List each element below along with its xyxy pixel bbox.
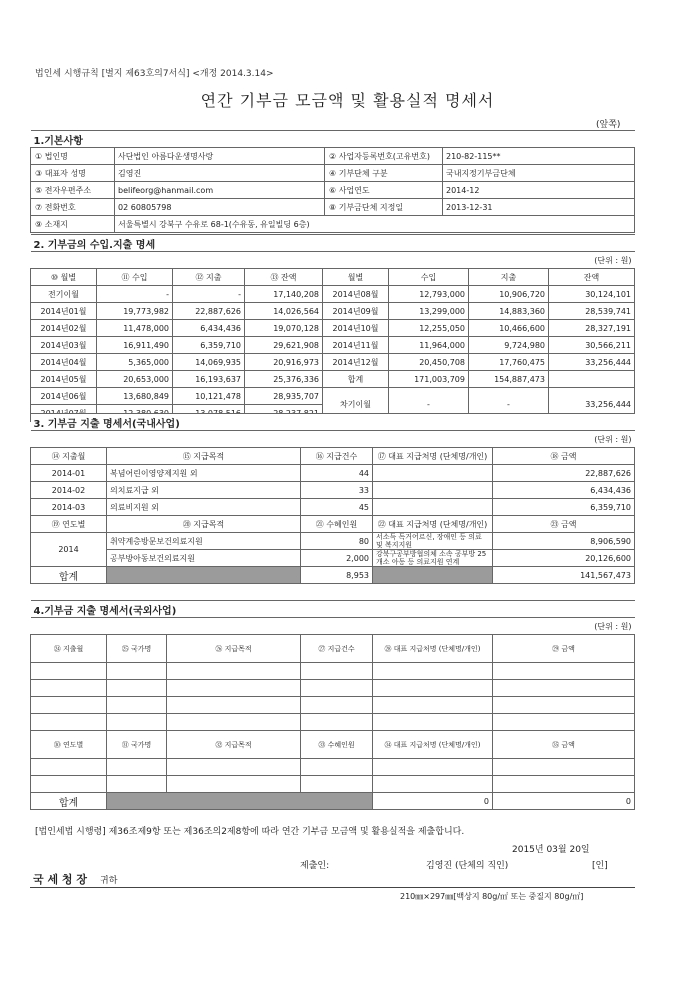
month-cell: 2014년10월 — [323, 320, 389, 337]
empty-cell — [373, 680, 493, 697]
value-cell — [549, 371, 635, 388]
unit-label: (단위 : 원) — [594, 621, 632, 631]
value-cell: 14,069,935 — [173, 354, 245, 371]
field-label: ③ 대표자 성명 — [31, 165, 115, 182]
recipient-name: 국 세 청 장 — [33, 873, 87, 886]
table-cell: 복념어린이영양제지원 외 — [107, 465, 301, 482]
table-cell — [373, 499, 493, 516]
empty-row — [31, 697, 635, 714]
gray-cell — [107, 567, 301, 584]
value-cell: 16,193,637 — [173, 371, 245, 388]
month-cell: 2014년06월 — [31, 388, 97, 405]
column-header: ㉒ 대표 지급처명 (단체명/개인) — [373, 516, 493, 533]
month-cell: 합계 — [323, 371, 389, 388]
field-label: ④ 기부단체 구분 — [325, 165, 443, 182]
designation-date-value: 2013-12-31 — [443, 199, 635, 216]
empty-row — [31, 759, 635, 776]
table-row — [31, 320, 635, 337]
month-cell: 2014년04월 — [31, 354, 97, 371]
value-cell: 25,376,336 — [245, 371, 323, 388]
table-row — [31, 354, 635, 371]
table-cell: 22,887,626 — [493, 465, 635, 482]
empty-cell — [31, 680, 107, 697]
month-cell: 전기이월 — [31, 286, 97, 303]
column-header: ㉛ 국가명 — [107, 731, 167, 759]
value-cell: 33,256,444 — [549, 388, 635, 422]
value-cell: 6,434,436 — [173, 320, 245, 337]
month-cell: 2014년08월 — [323, 286, 389, 303]
value-cell: 13,680,849 — [97, 388, 173, 405]
empty-cell — [107, 776, 167, 793]
value-cell: 30,124,101 — [549, 286, 635, 303]
table-cell — [373, 465, 493, 482]
value-cell: 14,026,564 — [245, 303, 323, 320]
value-cell: 30,566,211 — [549, 337, 635, 354]
value-cell: 12,793,000 — [389, 286, 469, 303]
total-label: 합계 — [31, 567, 107, 584]
table-cell: 2014-01 — [31, 465, 107, 482]
column-header: ㉓ 금액 — [493, 516, 635, 533]
column-header: ⑭ 지출월 — [31, 448, 107, 465]
column-header: ㉞ 대표 지급처명 (단체명/개인) — [373, 731, 493, 759]
column-header: ⑩ 월별 — [31, 269, 97, 286]
value-cell: 154,887,473 — [469, 371, 549, 388]
column-header: ㉑ 수혜인원 — [301, 516, 373, 533]
column-header: ㉖ 지급목적 — [167, 635, 301, 663]
phone-value: 02 60805798 — [115, 199, 325, 216]
beneficiaries-cell: 2,000 — [301, 550, 373, 567]
side-label: (앞쪽) — [596, 120, 621, 130]
table-row — [31, 465, 635, 482]
table-row — [31, 388, 635, 405]
empty-cell — [31, 759, 107, 776]
value-cell: 28,327,191 — [549, 320, 635, 337]
value-cell: 6,359,710 — [173, 337, 245, 354]
value-cell: 11,964,000 — [389, 337, 469, 354]
value-cell: - — [173, 286, 245, 303]
column-header: ㉜ 지급목적 — [167, 731, 301, 759]
year-cell: 2014 — [31, 533, 107, 567]
total-amount: 0 — [493, 793, 635, 810]
table-cell: 의치료지급 외 — [107, 482, 301, 499]
table-row — [31, 337, 635, 354]
month-cell: 2014년12월 — [323, 354, 389, 371]
month-cell: 2014년01월 — [31, 303, 97, 320]
column-header: 잔액 — [549, 269, 635, 286]
empty-cell — [493, 714, 635, 731]
table-cell: 2014-03 — [31, 499, 107, 516]
value-cell: 9,724,980 — [469, 337, 549, 354]
value-cell: 13,299,000 — [389, 303, 469, 320]
empty-row — [31, 680, 635, 697]
column-header: ⑯ 지급건수 — [301, 448, 373, 465]
field-label: ⑦ 전화번호 — [31, 199, 115, 216]
empty-cell — [301, 663, 373, 680]
value-cell: 33,256,444 — [549, 354, 635, 371]
field-label: ② 사업자등록번호(고유번호) — [325, 148, 443, 165]
month-cell: 2014년02월 — [31, 320, 97, 337]
field-label: ⑨ 소재지 — [31, 216, 115, 233]
section-title: 2. 기부금의 수입.지출 명세 — [31, 235, 635, 252]
empty-cell — [31, 776, 107, 793]
value-cell: 28,935,707 — [245, 388, 323, 405]
value-cell: 10,466,600 — [469, 320, 549, 337]
value-cell: 19,773,982 — [97, 303, 173, 320]
section-title: 4.기부금 지출 명세서(국외사업) — [31, 601, 635, 618]
recipient-cell: 서소득 독거어르신, 장애인 등 의료 및 복지지원 — [373, 533, 493, 550]
purpose-cell: 취약계층방문보건의료지원 — [107, 533, 301, 550]
table-cell: 44 — [301, 465, 373, 482]
empty-cell — [167, 663, 301, 680]
fiscal-year-value: 2014-12 — [443, 182, 635, 199]
empty-row — [31, 776, 635, 793]
total-label: 합계 — [31, 793, 107, 810]
empty-cell — [301, 680, 373, 697]
bizno-value: 210-82-115** — [443, 148, 635, 165]
column-header: ㉚ 연도별 — [31, 731, 107, 759]
empty-cell — [107, 680, 167, 697]
table-cell: 33 — [301, 482, 373, 499]
total-amount: 141,567,473 — [493, 567, 635, 584]
value-cell: 17,760,475 — [469, 354, 549, 371]
empty-cell — [167, 759, 301, 776]
value-cell: 20,653,000 — [97, 371, 173, 388]
empty-row — [31, 714, 635, 731]
empty-cell — [493, 663, 635, 680]
value-cell: 17,140,208 — [245, 286, 323, 303]
empty-cell — [493, 680, 635, 697]
empty-cell — [107, 697, 167, 714]
submitter-name: 김영진 (단체의 직인) — [426, 861, 509, 871]
month-cell: 2014년05월 — [31, 371, 97, 388]
value-cell: 14,883,360 — [469, 303, 549, 320]
column-header: ⑫ 지출 — [173, 269, 245, 286]
value-cell: 11,478,000 — [97, 320, 173, 337]
column-header: 수입 — [389, 269, 469, 286]
empty-cell — [107, 714, 167, 731]
value-cell: 12,255,050 — [389, 320, 469, 337]
statement-text: [법인세법 시행령] 제36조제9항 또는 제36조의2제8항에 따라 연간 기부금 모금액 및 활용실적을 제출합니다. — [35, 827, 465, 837]
address-value: 서울특별시 강북구 수유로 68-1(수유동, 유일빌딩 6층) — [115, 216, 635, 233]
empty-cell — [373, 663, 493, 680]
table-cell: 6,359,710 — [493, 499, 635, 516]
empty-cell — [493, 697, 635, 714]
unit-label: (단위 : 원) — [594, 255, 632, 265]
empty-cell — [373, 697, 493, 714]
empty-cell — [373, 776, 493, 793]
rep-name-value: 김영진 — [115, 165, 325, 182]
form-title: 연간 기부금 모금액 및 활용실적 명세서 — [200, 91, 495, 110]
regulation-text: 법인세 시행규칙 [별지 제63호의7서식] <개정 2014.3.14> — [35, 69, 274, 79]
section-title: 3. 기부금 지출 명세서(국내사업) — [31, 414, 635, 431]
amount-cell: 8,906,590 — [493, 533, 635, 550]
table-row — [31, 303, 635, 320]
total-count: 0 — [373, 793, 493, 810]
empty-cell — [31, 663, 107, 680]
table-cell: 2014-02 — [31, 482, 107, 499]
submit-date: 2015년 03월 20일 — [512, 845, 590, 855]
empty-cell — [301, 714, 373, 731]
column-header: ⑮ 지급목적 — [107, 448, 301, 465]
empty-cell — [167, 697, 301, 714]
value-cell: - — [469, 388, 549, 422]
empty-cell — [301, 759, 373, 776]
empty-cell — [493, 759, 635, 776]
value-cell: 22,887,626 — [173, 303, 245, 320]
amount-cell: 20,126,600 — [493, 550, 635, 567]
column-header: ⑱ 금액 — [493, 448, 635, 465]
domestic-expense-table — [30, 413, 635, 584]
submitter-label: 제출인: — [300, 861, 330, 871]
column-header: 월별 — [323, 269, 389, 286]
month-cell: 차기이월 — [323, 388, 389, 422]
basic-info-table — [30, 130, 635, 233]
field-label: ① 법인명 — [31, 148, 115, 165]
empty-cell — [107, 759, 167, 776]
empty-row — [31, 663, 635, 680]
column-header: 지출 — [469, 269, 549, 286]
table-cell — [373, 482, 493, 499]
table-row — [31, 371, 635, 388]
column-header: ㉕ 국가명 — [107, 635, 167, 663]
value-cell: 19,070,128 — [245, 320, 323, 337]
value-cell: 16,911,490 — [97, 337, 173, 354]
value-cell: 29,621,908 — [245, 337, 323, 354]
value-cell: 10,121,478 — [173, 388, 245, 405]
value-cell: 20,916,973 — [245, 354, 323, 371]
value-cell: 171,003,709 — [389, 371, 469, 388]
beneficiaries-cell: 80 — [301, 533, 373, 550]
month-cell: 2014년11월 — [323, 337, 389, 354]
seal-mark: [인] — [592, 861, 608, 871]
income-expense-table — [30, 234, 635, 422]
column-header: ㉟ 금액 — [493, 731, 635, 759]
empty-cell — [107, 663, 167, 680]
empty-cell — [373, 714, 493, 731]
value-cell: - — [97, 286, 173, 303]
paper-spec: 210㎜×297㎜[백상지 80g/㎡ 또는 중질지 80g/㎡] — [400, 892, 584, 901]
table-row — [31, 499, 635, 516]
unit-label: (단위 : 원) — [594, 434, 632, 444]
email-value: belifeorg@hanmail.com — [115, 182, 325, 199]
month-cell: 2014년09월 — [323, 303, 389, 320]
value-cell: 5,365,000 — [97, 354, 173, 371]
column-header: ⑪ 수입 — [97, 269, 173, 286]
field-label: ⑤ 전자우편주소 — [31, 182, 115, 199]
column-header: ⑳ 지급목적 — [107, 516, 301, 533]
empty-cell — [493, 776, 635, 793]
table-cell: 45 — [301, 499, 373, 516]
table-row — [31, 286, 635, 303]
table-row — [31, 482, 635, 499]
gray-cell — [107, 793, 373, 810]
empty-cell — [167, 776, 301, 793]
column-header: ㉘ 대표 지급처명 (단체명/개인) — [373, 635, 493, 663]
column-header: ㉔ 지출월 — [31, 635, 107, 663]
field-label: ⑥ 사업연도 — [325, 182, 443, 199]
value-cell: 20,450,708 — [389, 354, 469, 371]
value-cell: - — [389, 388, 469, 422]
table-cell: 6,434,436 — [493, 482, 635, 499]
recipient-cell: 강북구공부방협의체 소속 공부방 25개소 아동 등 의료지원 연계 — [373, 550, 493, 567]
field-label: ⑧ 기부금단체 지정일 — [325, 199, 443, 216]
honorific: 귀하 — [100, 876, 118, 886]
empty-cell — [301, 697, 373, 714]
value-cell: 10,906,720 — [469, 286, 549, 303]
org-type-value: 국내지정기부금단체 — [443, 165, 635, 182]
corp-name-value: 사단법인 아름다운생명사랑 — [115, 148, 325, 165]
purpose-cell: 공부방아동보건의료지원 — [107, 550, 301, 567]
value-cell: 28,539,741 — [549, 303, 635, 320]
column-header: ㉝ 수혜인원 — [301, 731, 373, 759]
empty-cell — [167, 714, 301, 731]
month-cell: 2014년03월 — [31, 337, 97, 354]
column-header: ⑬ 잔액 — [245, 269, 323, 286]
empty-cell — [373, 759, 493, 776]
section-title: 1.기본사항 — [31, 131, 635, 148]
empty-cell — [31, 714, 107, 731]
column-header: ㉙ 금액 — [493, 635, 635, 663]
overseas-expense-table — [30, 600, 635, 810]
divider — [30, 887, 635, 888]
column-header: ㉗ 지급건수 — [301, 635, 373, 663]
total-count: 8,953 — [301, 567, 373, 584]
empty-cell — [31, 697, 107, 714]
gray-cell — [373, 567, 493, 584]
empty-cell — [301, 776, 373, 793]
empty-cell — [167, 680, 301, 697]
table-cell: 의료비지원 외 — [107, 499, 301, 516]
column-header: ⑲ 연도별 — [31, 516, 107, 533]
column-header: ⑰ 대표 지급처명 (단체명/개인) — [373, 448, 493, 465]
